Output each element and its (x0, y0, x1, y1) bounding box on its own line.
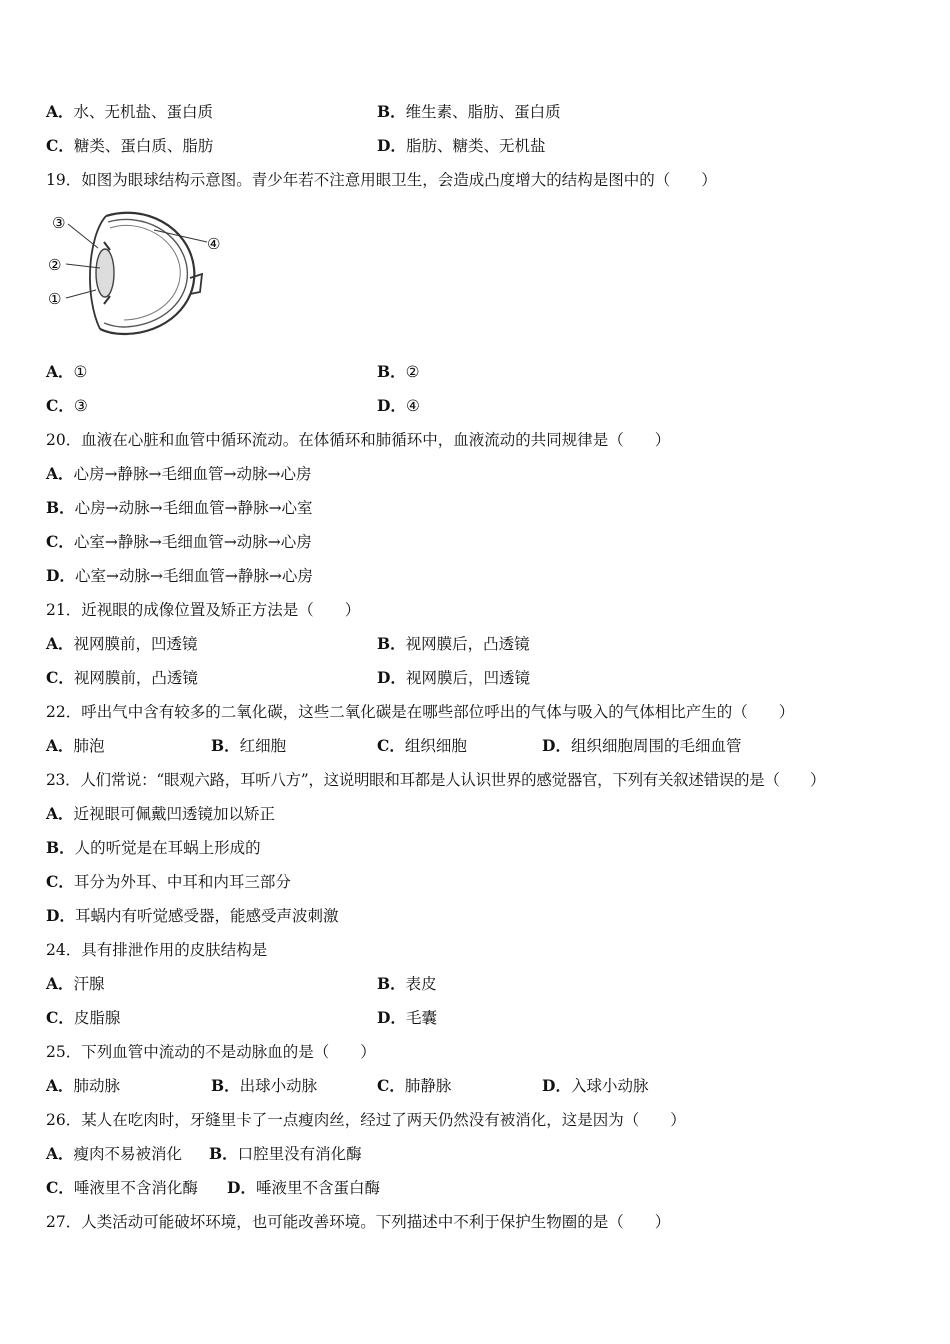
figure-label-1: ① (48, 290, 62, 308)
q23-option-b: B．人的听觉是在耳蜗上形成的 (46, 838, 261, 857)
q26-option-a: A．瘦肉不易被消化 (46, 1144, 183, 1163)
q19-option-d: D．④ (377, 396, 420, 415)
q19-stem: 19．如图为眼球结构示意图。青少年若不注意用眼卫生，会造成凸度增大的结构是图中的（ ） (46, 171, 717, 189)
q21-stem: 21．近视眼的成像位置及矫正方法是（ ） (46, 601, 361, 619)
q23-option-d: D．耳蜗内有听觉感受器，能感受声波刺激 (46, 906, 339, 925)
q24-option-c: C．皮脂腺 (46, 1008, 121, 1027)
q25-option-d: D．入球小动脉 (542, 1076, 649, 1095)
q26-stem: 26．某人在吃肉时，牙缝里卡了一点瘦肉丝，经过了两天仍然没有被消化，这是因为（ ） (46, 1111, 686, 1129)
q25-option-c: C．肺静脉 (377, 1076, 452, 1095)
q23-stem: 23．人们常说：“眼观六路，耳听八方”，这说明眼和耳都是人认识世界的感觉器官，下列有关叙述错误的是（ ） (46, 771, 826, 789)
q24-option-b: B．表皮 (377, 974, 437, 993)
q25-stem: 25．下列血管中流动的不是动脉血的是（ ） (46, 1043, 376, 1061)
q26-option-d: D．唾液里不含蛋白酶 (227, 1178, 380, 1197)
q22-option-d: D．组织细胞周围的毛细血管 (542, 736, 742, 755)
q24-option-d: D．毛囊 (377, 1008, 437, 1027)
q19-option-a: A．① (46, 362, 88, 381)
q18-option-d: D．脂肪、糖类、无机盐 (377, 136, 546, 155)
q27-stem: 27．人类活动可能破坏环境，也可能改善环境。下列描述中不利于保护生物圈的是（ ） (46, 1213, 671, 1231)
q22-stem: 22．呼出气中含有较多的二氧化碳，这些二氧化碳是在哪些部位呼出的气体与吸入的气体相比产生的（ ） (46, 703, 795, 721)
q21-option-c: C．视网膜前，凸透镜 (46, 668, 198, 687)
q23-option-c: C．耳分为外耳、中耳和内耳三部分 (46, 872, 291, 891)
q22-option-c: C．组织细胞 (377, 736, 467, 755)
q26-option-b: B．口腔里没有消化酶 (209, 1144, 362, 1163)
q19-option-c: C．③ (46, 396, 88, 415)
figure-label-3: ③ (52, 214, 66, 232)
figure-label-4: ④ (207, 235, 221, 253)
q26-option-c: C．唾液里不含消化酶 (46, 1178, 198, 1197)
q25-option-b: B．出球小动脉 (211, 1076, 318, 1095)
q23-option-a: A．近视眼可佩戴凹透镜加以矫正 (46, 804, 276, 823)
q20-option-a: A．心房→静脉→毛细血管→动脉→心房 (46, 464, 312, 483)
q18-option-a: A．水、无机盐、蛋白质 (46, 102, 214, 121)
q22-option-b: B．红细胞 (211, 736, 287, 755)
q20-option-d: D．心室→动脉→毛细血管→静脉→心房 (46, 566, 313, 585)
q20-option-c: C．心室→静脉→毛细血管→动脉→心房 (46, 532, 312, 551)
figure-label-2: ② (48, 256, 62, 274)
q21-option-b: B．视网膜后，凸透镜 (377, 634, 530, 653)
eyeball-diagram (44, 206, 234, 340)
q19-option-b: B．② (377, 362, 420, 381)
q18-option-b: B．维生素、脂肪、蛋白质 (377, 102, 561, 121)
q20-option-b: B．心房→动脉→毛细血管→静脉→心室 (46, 498, 313, 517)
q25-option-a: A．肺动脉 (46, 1076, 121, 1095)
q21-option-d: D．视网膜后，凹透镜 (377, 668, 530, 687)
q20-stem: 20．血液在心脏和血管中循环流动。在体循环和肺循环中，血液流动的共同规律是（ ） (46, 431, 671, 449)
q24-option-a: A．汗腺 (46, 974, 105, 993)
q18-option-c: C．糖类、蛋白质、脂肪 (46, 136, 214, 155)
q24-stem: 24．具有排泄作用的皮肤结构是 (46, 941, 268, 959)
q21-option-a: A．视网膜前，凹透镜 (46, 634, 198, 653)
q22-option-a: A．肺泡 (46, 736, 105, 755)
